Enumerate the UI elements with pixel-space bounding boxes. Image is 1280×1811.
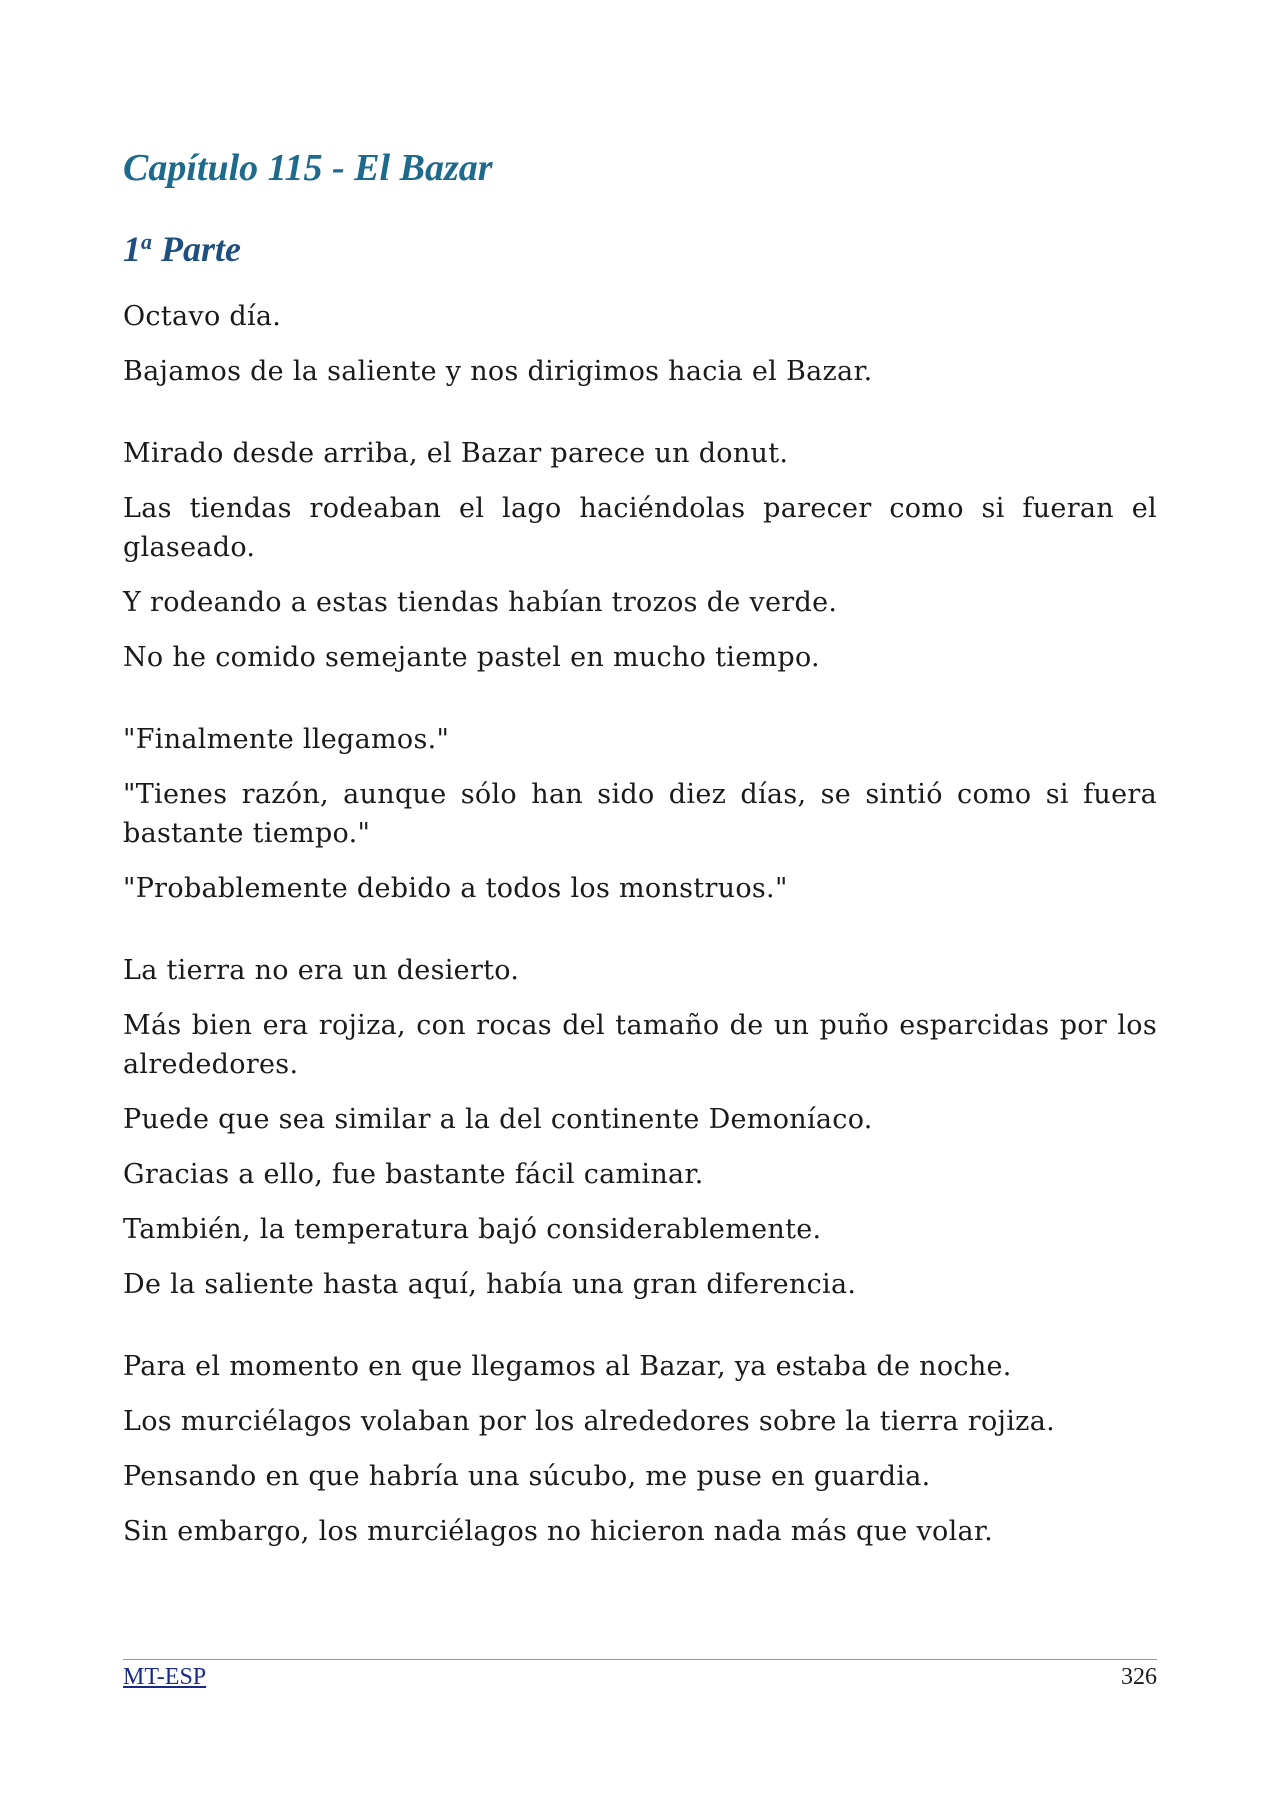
- paragraph: "Probablemente debido a todos los monstruos.": [123, 873, 788, 904]
- paragraph: Para el momento en que llegamos al Bazar, ya estaba de noche.: [123, 1351, 1012, 1382]
- paragraph: No he comido semejante pastel en mucho tiempo.: [123, 642, 820, 673]
- paragraph: Pensando en que habría una súcubo, me puse en guardia.: [123, 1461, 931, 1492]
- part-label: Parte: [161, 229, 241, 269]
- paragraph: Y rodeando a estas tiendas habían trozos de verde.: [123, 587, 838, 618]
- paragraph: Los murciélagos volaban por los alrededores sobre la tierra rojiza.: [123, 1406, 1055, 1437]
- paragraph: Las tiendas rodeaban el lago haciéndolas parecer como si fueran el glaseado.: [123, 493, 1157, 563]
- page-number: 326: [1121, 1664, 1157, 1690]
- paragraph: "Finalmente llegamos.": [123, 724, 450, 755]
- paragraph: Octavo día.: [123, 301, 282, 332]
- page-footer: [123, 1659, 1157, 1704]
- paragraph: También, la temperatura bajó considerablemente.: [123, 1214, 822, 1245]
- paragraph: Puede que sea similar a la del continente Demoníaco.: [123, 1104, 873, 1135]
- paragraph: De la saliente hasta aquí, había una gran diferencia.: [123, 1269, 857, 1300]
- chapter-body: [123, 297, 1157, 1567]
- document-page: [123, 0, 1157, 1811]
- paragraph: "Tienes razón, aunque sólo han sido diez días, se sintió como si fuera bastante tiempo.": [123, 779, 1157, 849]
- chapter-title: Capítulo 115 - El Bazar: [123, 147, 493, 189]
- paragraph: Bajamos de la saliente y nos dirigimos hacia el Bazar.: [123, 356, 873, 387]
- paragraph: Gracias a ello, fue bastante fácil caminar.: [123, 1159, 704, 1190]
- paragraph: Mirado desde arriba, el Bazar parece un donut.: [123, 438, 789, 469]
- part-ordinal: a: [141, 229, 152, 254]
- part-title: [123, 228, 241, 270]
- paragraph: La tierra no era un desierto.: [123, 955, 520, 986]
- footer-source-link[interactable]: MT-ESP: [123, 1664, 207, 1690]
- paragraph: Sin embargo, los murciélagos no hicieron nada más que volar.: [123, 1516, 994, 1547]
- paragraph: Más bien era rojiza, con rocas del tamaño de un puño esparcidas por los alrededores.: [123, 1010, 1157, 1080]
- part-number: 1: [123, 229, 141, 269]
